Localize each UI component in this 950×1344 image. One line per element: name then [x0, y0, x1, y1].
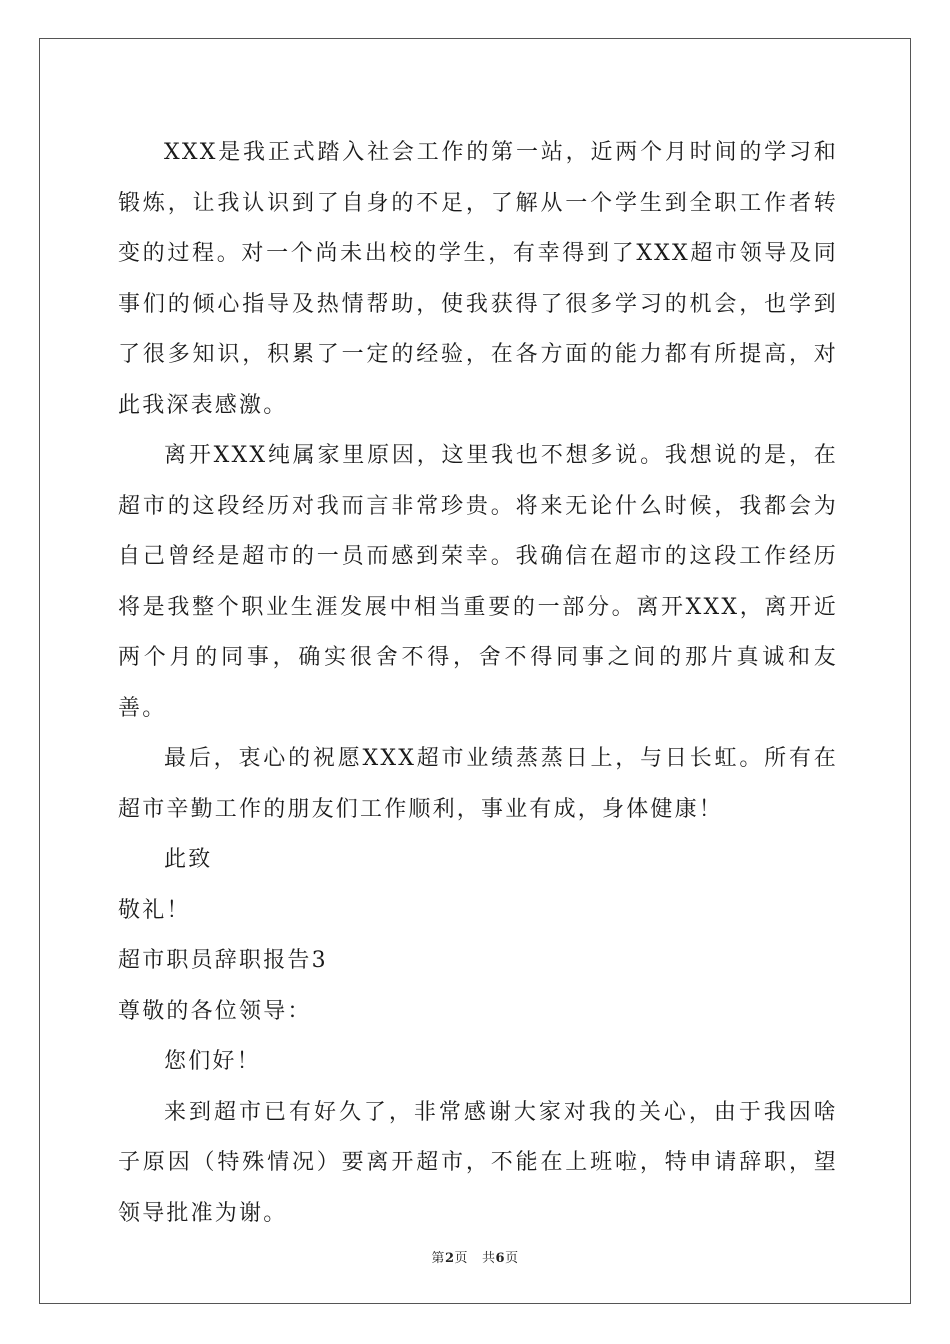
document-body	[118, 128, 838, 1239]
page-suffix: 页	[454, 1251, 468, 1266]
page-footer	[0, 1247, 950, 1266]
page-prefix: 第	[431, 1251, 445, 1266]
current-page-number: 2	[444, 1251, 455, 1266]
closing-salutation: 此致	[164, 847, 213, 872]
paragraph-wishes: 最后，衷心的祝愿XXX超市业绩蒸蒸日上，与日长虹。所有在超市辛勤工作的朋友们工作顺利，事业有成，身体健康！	[118, 746, 838, 822]
total-pages-number: 6	[495, 1251, 506, 1266]
closing-regards: 敬礼！	[118, 897, 191, 923]
total-prefix: 共	[482, 1251, 496, 1266]
letter-greeting: 您们好！	[164, 1049, 261, 1074]
total-suffix: 页	[505, 1251, 519, 1266]
paragraph-resignation: 来到超市已有好久了，非常感谢大家对我的关心，由于我因啥子原因（特殊情况）要离开超市，不能在上班啦，特申请辞职，望领导批准为谢。	[118, 1099, 838, 1226]
paragraph-gratitude: XXX是我正式踏入社会工作的第一站，近两个月时间的学习和锻炼，让我认识到了自身的不足，了解从一个学生到全职工作者转变的过程。对一个尚未出校的学生，有幸得到了XXX超市领导及同事们的倾心指导及热情帮助，使我获得了很多学习的机会，也学到了很多知识，积累了一定的经验，在各方面的能力都有所提高，对此我深表感激。	[118, 140, 838, 418]
section-heading: 超市职员辞职报告3	[118, 948, 328, 973]
paragraph-reason: 离开XXX纯属家里原因，这里我也不想多说。我想说的是，在超市的这段经历对我而言非常珍贵。将来无论什么时候，我都会为自己曾经是超市的一员而感到荣幸。我确信在超市的这段工作经历将是我整个职业生涯发展中相当重要的一部分。离开XXX，离开近两个月的同事，确实很舍不得，舍不得同事之间的那片真诚和友善。	[118, 443, 838, 721]
letter-addressee: 尊敬的各位领导：	[118, 998, 312, 1024]
